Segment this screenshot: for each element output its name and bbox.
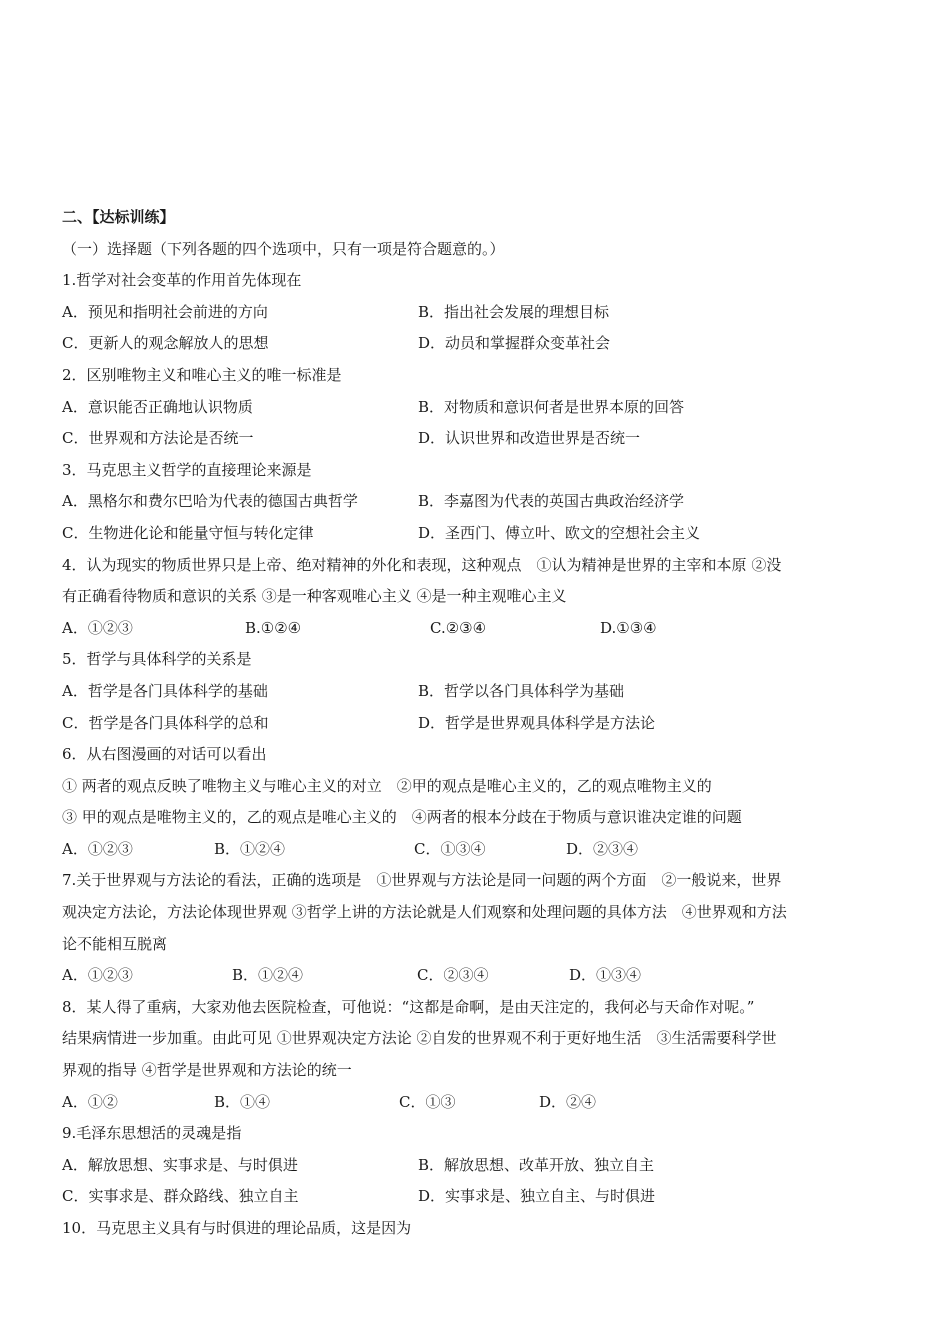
question-2-stem: 2．区别唯物主义和唯心主义的唯一标准是	[62, 365, 342, 384]
question-3-options-row-2	[62, 518, 888, 550]
question-6-stem: 6．从右图漫画的对话可以看出	[62, 745, 267, 764]
question-8-stem-line-1: 8．某人得了重病，大家劝他去医院检查，可他说：“这都是命啊，是由天注定的，我何必与天命作对呢。”	[62, 997, 755, 1016]
question-1-option-a: A．预见和指明社会前进的方向	[62, 302, 268, 321]
question-7-option-d: D．①③④	[569, 966, 642, 985]
question-2-option-b: B．对物质和意识何者是世界本原的回答	[418, 397, 685, 416]
question-6-option-b: B．①②④	[214, 839, 286, 858]
question-8-option-a: A．①②	[62, 1092, 118, 1111]
question-7-stem-line-3: 论不能相互脱离	[62, 934, 168, 953]
question-6-option-a: A．①②③	[62, 839, 133, 858]
question-8-option-c: C．①③	[399, 1092, 456, 1111]
question-6-option-c: C．①③④	[414, 839, 486, 858]
question-3-stem: 3．马克思主义哲学的直接理论来源是	[62, 460, 312, 479]
question-7-stem-line-1: 7.关于世界观与方法论的看法，正确的选项是 ①世界观与方法论是同一问题的两个方面 ②一般说来，世界	[62, 871, 782, 890]
question-2-options-row-1	[62, 392, 888, 424]
question-7-stem-line-2: 观决定方法论，方法论体现世界观 ③哲学上讲的方法论就是人们观察和处理问题的具体方法 ④世界观和方法	[62, 903, 787, 922]
question-9-stem: 9.毛泽东思想活的灵魂是指	[62, 1124, 242, 1143]
question-9-options-row-2	[62, 1181, 888, 1213]
question-3-option-c: C．生物进化论和能量守恒与转化定律	[62, 523, 314, 542]
question-7-option-b: B．①②④	[232, 966, 304, 985]
question-1-option-d: D．动员和掌握群众变革社会	[418, 334, 611, 353]
question-8-option-b: B．①④	[214, 1092, 271, 1111]
section-heading: 二、【达标训练】	[62, 208, 175, 226]
question-6-statement-line-1: ① 两者的观点反映了唯物主义与唯心主义的对立 ②甲的观点是唯心主义的，乙的观点唯物主义的	[62, 776, 712, 795]
question-5-option-a: A．哲学是各门具体科学的基础	[62, 681, 268, 700]
question-1-option-b: B．指出社会发展的理想目标	[418, 302, 610, 321]
question-1-options-row-1	[62, 297, 888, 329]
question-6-statement-line-2: ③ 甲的观点是唯物主义的，乙的观点是唯心主义的 ④两者的根本分歧在于物质与意识谁决定谁的问题	[62, 808, 742, 827]
question-5-stem: 5．哲学与具体科学的关系是	[62, 650, 252, 669]
question-7-option-c: C．②③④	[417, 966, 489, 985]
question-5-options-row-1	[62, 676, 888, 708]
question-2-option-c: C．世界观和方法论是否统一	[62, 429, 254, 448]
question-content	[62, 202, 888, 1245]
question-8-option-d: D．②④	[539, 1092, 597, 1111]
question-4-stem-line-2: 有正确看待物质和意识的关系 ③是一种客观唯心主义 ④是一种主观唯心主义	[62, 587, 567, 606]
question-8-options-row	[62, 1087, 888, 1119]
question-5-options-row-2	[62, 708, 888, 740]
question-7-option-a: A．①②③	[62, 966, 133, 985]
question-4-option-a: A．①②③	[62, 618, 133, 637]
question-6-option-d: D．②③④	[566, 839, 639, 858]
question-3-options-row-1	[62, 486, 888, 518]
question-9-option-b: B．解放思想、改革开放、独立自主	[418, 1155, 655, 1174]
question-1-options-row-2	[62, 328, 888, 360]
question-2-option-a: A．意识能否正确地认识物质	[62, 397, 253, 416]
part-heading: （一）选择题（下列各题的四个选项中，只有一项是符合题意的。）	[62, 239, 505, 258]
question-5-option-c: C．哲学是各门具体科学的总和	[62, 713, 269, 732]
question-5-option-b: B．哲学以各门具体科学为基础	[418, 681, 625, 700]
question-7-options-row	[62, 960, 888, 992]
question-5-option-d: D．哲学是世界观具体科学是方法论	[418, 713, 656, 732]
question-8-stem-line-2: 结果病情进一步加重。由此可见 ①世界观决定方法论 ②自发的世界观不利于更好地生活 ③生活需要科学世	[62, 1029, 777, 1048]
question-4-option-d: D.①③④	[600, 618, 657, 637]
question-3-option-a: A．黑格尔和费尔巴哈为代表的德国古典哲学	[62, 492, 358, 511]
question-3-option-b: B．李嘉图为代表的英国古典政治经济学	[418, 492, 685, 511]
question-9-options-row-1	[62, 1150, 888, 1182]
question-2-options-row-2	[62, 423, 888, 455]
question-8-stem-line-3: 界观的指导 ④哲学是世界观和方法论的统一	[62, 1061, 352, 1080]
question-4-option-b: B.①②④	[245, 618, 302, 637]
question-4-stem-line-1: 4．认为现实的物质世界只是上帝、绝对精神的外化和表现，这种观点 ①认为精神是世界的主宰和本原 ②没	[62, 555, 782, 574]
question-1-stem: 1.哲学对社会变革的作用首先体现在	[62, 271, 302, 290]
question-3-option-d: D．圣西门、傅立叶、欧文的空想社会主义	[418, 523, 701, 542]
question-4-options-row	[62, 613, 888, 645]
question-10-stem: 10．马克思主义具有与时俱进的理论品质，这是因为	[62, 1219, 412, 1237]
question-9-option-a: A．解放思想、实事求是、与时俱进	[62, 1155, 298, 1174]
question-4-option-c: C.②③④	[430, 618, 487, 637]
question-9-option-c: C．实事求是、群众路线、独立自主	[62, 1187, 299, 1206]
question-6-options-row	[62, 834, 888, 866]
question-1-option-c: C．更新人的观念解放人的思想	[62, 334, 269, 353]
question-2-option-d: D．认识世界和改造世界是否统一	[418, 429, 641, 448]
question-9-option-d: D．实事求是、独立自主、与时俱进	[418, 1187, 656, 1206]
